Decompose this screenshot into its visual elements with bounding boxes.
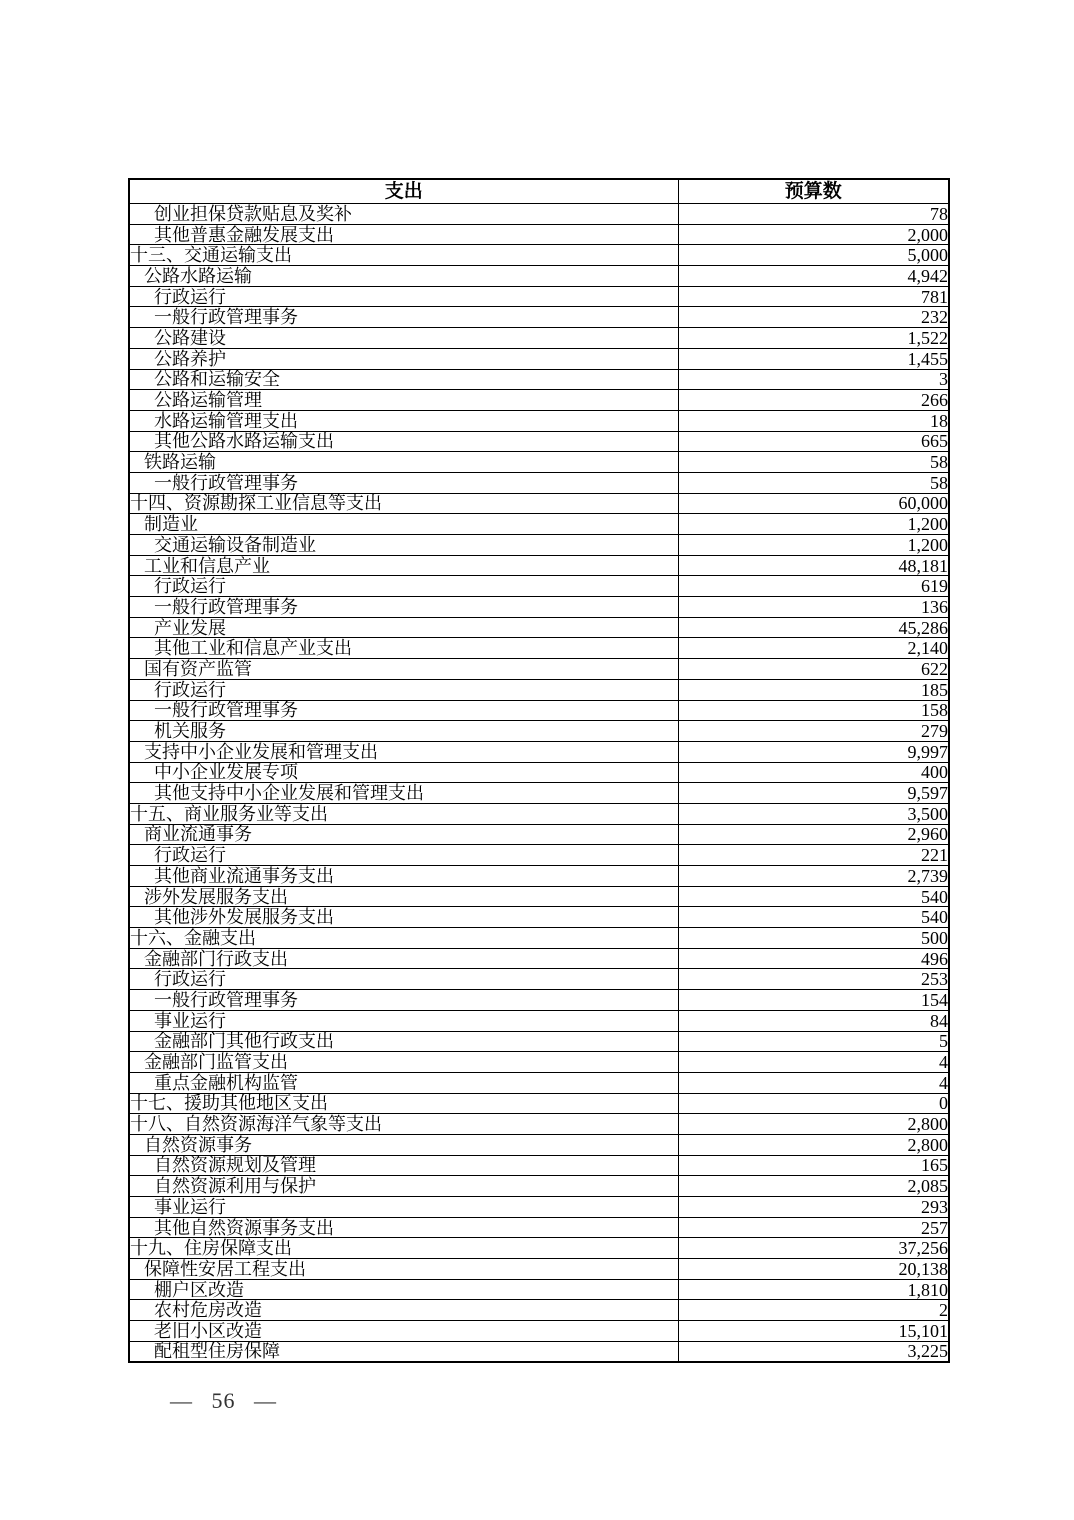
expense-item-label: 事业运行	[129, 1010, 678, 1031]
expense-item-label: 行政运行	[129, 845, 678, 866]
header-row	[129, 179, 949, 204]
expense-item-value: 2,800	[678, 1114, 949, 1135]
expense-item-value: 2,739	[678, 866, 949, 887]
expense-item-value: 622	[678, 659, 949, 680]
expense-item-label: 公路养护	[129, 348, 678, 369]
expense-item-value: 3,225	[678, 1341, 949, 1362]
expense-item-label: 公路建设	[129, 328, 678, 349]
table-row	[129, 1031, 949, 1052]
table-row	[129, 990, 949, 1011]
expense-item-label: 公路水路运输	[129, 266, 678, 287]
table-row	[129, 1238, 949, 1259]
table-row	[129, 1300, 949, 1321]
expense-item-value: 136	[678, 597, 949, 618]
expense-item-label: 一般行政管理事务	[129, 700, 678, 721]
expense-item-label: 其他自然资源事务支出	[129, 1217, 678, 1238]
expense-item-label: 十三、交通运输支出	[129, 245, 678, 266]
table-row	[129, 845, 949, 866]
expense-item-label: 农村危房改造	[129, 1300, 678, 1321]
expense-item-value: 158	[678, 700, 949, 721]
expense-item-label: 支持中小企业发展和管理支出	[129, 741, 678, 762]
table-row	[129, 866, 949, 887]
table-row	[129, 328, 949, 349]
expense-item-value: 3	[678, 369, 949, 390]
expense-item-label: 创业担保贷款贴息及奖补	[129, 204, 678, 225]
expense-item-label: 自然资源事务	[129, 1134, 678, 1155]
expense-item-label: 其他支持中小企业发展和管理支出	[129, 783, 678, 804]
table-row	[129, 1134, 949, 1155]
expense-item-label: 十七、援助其他地区支出	[129, 1093, 678, 1114]
expense-item-value: 5,000	[678, 245, 949, 266]
expense-item-label: 一般行政管理事务	[129, 472, 678, 493]
expense-item-value: 1,455	[678, 348, 949, 369]
expense-item-label: 棚户区改造	[129, 1279, 678, 1300]
expense-item-label: 商业流通事务	[129, 824, 678, 845]
expense-item-value: 154	[678, 990, 949, 1011]
table-row	[129, 224, 949, 245]
expense-item-label: 其他涉外发展服务支出	[129, 907, 678, 928]
expense-item-value: 3,500	[678, 803, 949, 824]
expense-item-value: 2,140	[678, 638, 949, 659]
expense-item-value: 266	[678, 390, 949, 411]
expense-item-label: 十九、住房保障支出	[129, 1238, 678, 1259]
table-row	[129, 369, 949, 390]
expense-item-value: 400	[678, 762, 949, 783]
expense-item-label: 国有资产监管	[129, 659, 678, 680]
table-row	[129, 410, 949, 431]
table-row	[129, 245, 949, 266]
expense-item-label: 制造业	[129, 514, 678, 535]
table-row	[129, 576, 949, 597]
expense-item-value: 293	[678, 1197, 949, 1218]
expense-item-value: 1,810	[678, 1279, 949, 1300]
expense-item-value: 665	[678, 431, 949, 452]
expense-item-value: 232	[678, 307, 949, 328]
table-row	[129, 348, 949, 369]
expense-item-value: 58	[678, 472, 949, 493]
expense-item-label: 十八、自然资源海洋气象等支出	[129, 1114, 678, 1135]
column-header-expense: 支出	[129, 179, 678, 204]
table-row	[129, 824, 949, 845]
expense-item-value: 48,181	[678, 555, 949, 576]
expense-item-value: 540	[678, 907, 949, 928]
budget-table	[128, 178, 950, 1363]
expense-item-label: 铁路运输	[129, 452, 678, 473]
table-row	[129, 1259, 949, 1280]
expense-item-label: 一般行政管理事务	[129, 990, 678, 1011]
expense-item-label: 事业运行	[129, 1197, 678, 1218]
expense-item-label: 其他公路水路运输支出	[129, 431, 678, 452]
table-row	[129, 1197, 949, 1218]
expense-item-value: 253	[678, 969, 949, 990]
table-row	[129, 617, 949, 638]
table-row	[129, 1114, 949, 1135]
expense-item-value: 45,286	[678, 617, 949, 638]
table-row	[129, 493, 949, 514]
expense-item-label: 保障性安居工程支出	[129, 1259, 678, 1280]
expense-item-label: 交通运输设备制造业	[129, 535, 678, 556]
table-row	[129, 1093, 949, 1114]
table-row	[129, 204, 949, 225]
table-row	[129, 1010, 949, 1031]
expense-item-value: 9,997	[678, 741, 949, 762]
expense-item-label: 行政运行	[129, 576, 678, 597]
table-row	[129, 886, 949, 907]
expense-item-value: 1,200	[678, 535, 949, 556]
table-row	[129, 1279, 949, 1300]
expense-item-label: 公路运输管理	[129, 390, 678, 411]
expense-item-value: 15,101	[678, 1321, 949, 1342]
expense-item-label: 自然资源利用与保护	[129, 1176, 678, 1197]
expense-item-value: 1,522	[678, 328, 949, 349]
expense-item-label: 行政运行	[129, 679, 678, 700]
table-row	[129, 969, 949, 990]
expense-item-label: 一般行政管理事务	[129, 597, 678, 618]
expense-item-label: 水路运输管理支出	[129, 410, 678, 431]
expense-item-value: 500	[678, 928, 949, 949]
expense-item-value: 2,085	[678, 1176, 949, 1197]
expense-item-label: 十四、资源勘探工业信息等支出	[129, 493, 678, 514]
table-row	[129, 1176, 949, 1197]
table-row	[129, 597, 949, 618]
table-row	[129, 638, 949, 659]
expense-item-label: 产业发展	[129, 617, 678, 638]
expense-item-value: 781	[678, 286, 949, 307]
expense-item-label: 中小企业发展专项	[129, 762, 678, 783]
expense-item-value: 18	[678, 410, 949, 431]
table-row	[129, 741, 949, 762]
expense-item-value: 58	[678, 452, 949, 473]
expense-item-value: 9,597	[678, 783, 949, 804]
page-number: — 56 —	[170, 1388, 277, 1413]
table-row	[129, 390, 949, 411]
table-row	[129, 1155, 949, 1176]
table-row	[129, 928, 949, 949]
expense-item-label: 老旧小区改造	[129, 1321, 678, 1342]
table-row	[129, 948, 949, 969]
expense-item-value: 2,000	[678, 224, 949, 245]
expense-item-value: 2,800	[678, 1134, 949, 1155]
expense-item-label: 配租型住房保障	[129, 1341, 678, 1362]
budget-table-header	[129, 179, 949, 204]
expense-item-value: 2	[678, 1300, 949, 1321]
expense-item-label: 涉外发展服务支出	[129, 886, 678, 907]
table-row	[129, 679, 949, 700]
expense-item-label: 金融部门监管支出	[129, 1052, 678, 1073]
expense-item-label: 十五、商业服务业等支出	[129, 803, 678, 824]
expense-item-value: 4	[678, 1072, 949, 1093]
expense-item-label: 金融部门行政支出	[129, 948, 678, 969]
table-row	[129, 452, 949, 473]
expense-item-value: 78	[678, 204, 949, 225]
expense-item-value: 540	[678, 886, 949, 907]
table-row	[129, 1052, 949, 1073]
expense-item-value: 4,942	[678, 266, 949, 287]
table-row	[129, 783, 949, 804]
expense-item-label: 一般行政管理事务	[129, 307, 678, 328]
expense-item-value: 0	[678, 1093, 949, 1114]
table-row	[129, 1321, 949, 1342]
expense-item-label: 机关服务	[129, 721, 678, 742]
expense-item-label: 重点金融机构监管	[129, 1072, 678, 1093]
table-row	[129, 659, 949, 680]
table-row	[129, 472, 949, 493]
expense-item-label: 行政运行	[129, 969, 678, 990]
table-row	[129, 803, 949, 824]
expense-item-value: 5	[678, 1031, 949, 1052]
table-row	[129, 1072, 949, 1093]
expense-item-label: 公路和运输安全	[129, 369, 678, 390]
table-row	[129, 700, 949, 721]
expense-item-value: 4	[678, 1052, 949, 1073]
expense-item-label: 十六、金融支出	[129, 928, 678, 949]
table-row	[129, 514, 949, 535]
expense-item-value: 37,256	[678, 1238, 949, 1259]
expense-item-label: 金融部门其他行政支出	[129, 1031, 678, 1052]
expense-item-value: 185	[678, 679, 949, 700]
table-row	[129, 555, 949, 576]
expense-item-label: 其他普惠金融发展支出	[129, 224, 678, 245]
expense-item-label: 自然资源规划及管理	[129, 1155, 678, 1176]
column-header-budget: 预算数	[678, 179, 949, 204]
table-row	[129, 286, 949, 307]
table-row	[129, 762, 949, 783]
expense-item-value: 2,960	[678, 824, 949, 845]
expense-item-value: 257	[678, 1217, 949, 1238]
expense-item-value: 84	[678, 1010, 949, 1031]
expense-item-value: 221	[678, 845, 949, 866]
expense-item-value: 279	[678, 721, 949, 742]
table-row	[129, 535, 949, 556]
expense-item-label: 其他工业和信息产业支出	[129, 638, 678, 659]
expense-item-value: 496	[678, 948, 949, 969]
table-row	[129, 907, 949, 928]
table-row	[129, 1341, 949, 1362]
table-row	[129, 431, 949, 452]
table-row	[129, 307, 949, 328]
expense-item-value: 1,200	[678, 514, 949, 535]
table-row	[129, 721, 949, 742]
expense-item-value: 619	[678, 576, 949, 597]
expense-item-label: 行政运行	[129, 286, 678, 307]
table-row	[129, 1217, 949, 1238]
expense-item-value: 20,138	[678, 1259, 949, 1280]
expense-item-label: 其他商业流通事务支出	[129, 866, 678, 887]
expense-item-value: 60,000	[678, 493, 949, 514]
table-row	[129, 266, 949, 287]
budget-table-body	[129, 204, 949, 1363]
expense-item-label: 工业和信息产业	[129, 555, 678, 576]
expense-item-value: 165	[678, 1155, 949, 1176]
